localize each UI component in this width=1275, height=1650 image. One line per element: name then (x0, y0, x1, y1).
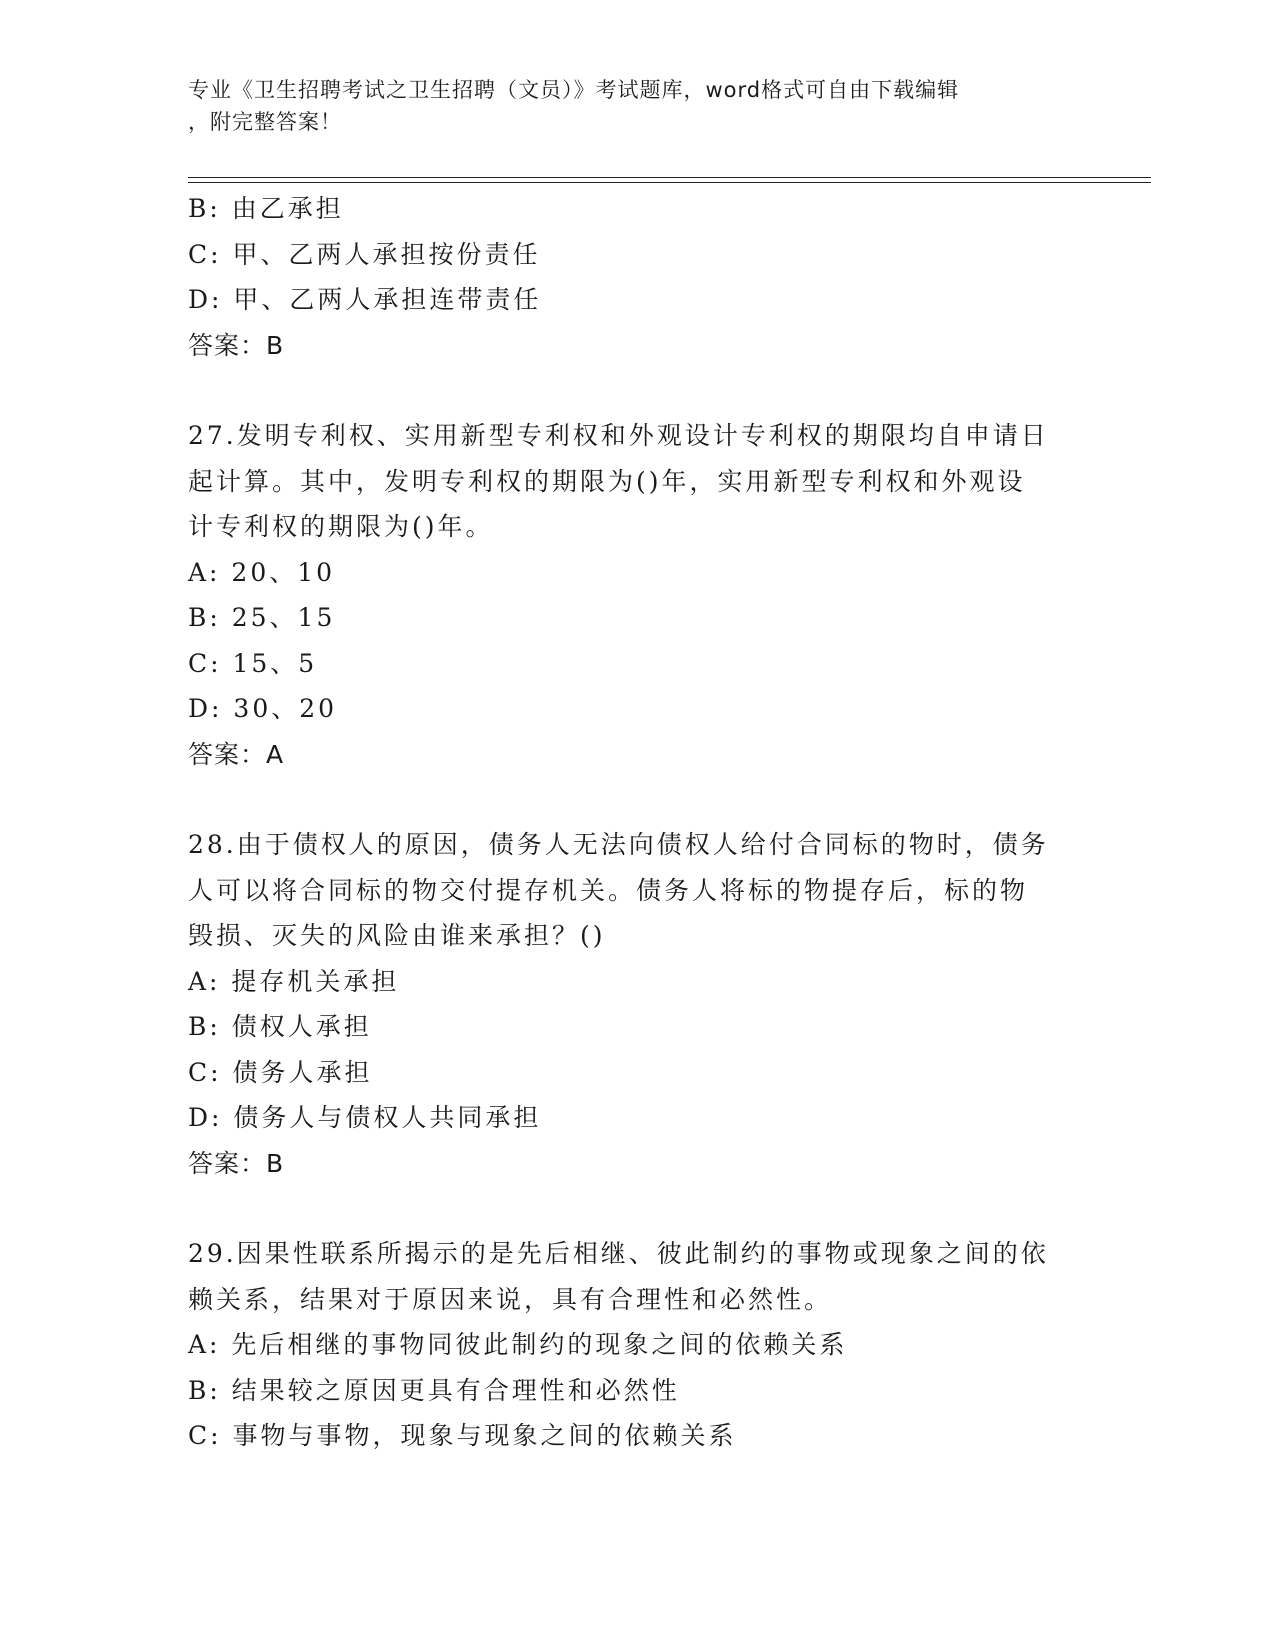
question-stem-line: 毁损、灭失的风险由谁来承担？() (188, 921, 606, 950)
answer-line: 答案：B (188, 1148, 285, 1178)
answer-line: 答案：B (188, 330, 285, 360)
option-d: D: 债务人与债权人共同承担 (188, 1103, 542, 1132)
option-a: A: 20、10 (188, 557, 336, 587)
question-stem-line: 29.因果性联系所揭示的是先后相继、彼此制约的事物或现象之间的依 (188, 1239, 1049, 1268)
question-stem-line: 赖关系，结果对于原因来说，具有合理性和必然性。 (188, 1284, 833, 1314)
option-b: B: 结果较之原因更具有合理性和必然性 (188, 1375, 680, 1405)
option-c: C: 债务人承担 (188, 1057, 373, 1087)
option-c: C: 事物与事物，现象与现象之间的依赖关系 (188, 1421, 737, 1450)
question-stem-line: 28.由于债权人的原因，债务人无法向债权人给付合同标的物时，债务 (188, 830, 1049, 859)
option-a: A: 先后相继的事物同彼此制约的现象之间的依赖关系 (188, 1330, 848, 1359)
previous-question-tail (188, 186, 1088, 368)
answer-line: 答案：A (188, 739, 285, 769)
option-b: B: 由乙承担 (188, 194, 344, 223)
document-header (188, 74, 1088, 138)
question-stem-line: 人可以将合同标的物交付提存机关。债务人将标的物提存后，标的物 (188, 875, 1029, 905)
option-d: D: 甲、乙两人承担连带责任 (188, 285, 542, 314)
document-body (188, 186, 1088, 1459)
option-b: B: 25、15 (188, 603, 336, 632)
option-a: A: 提存机关承担 (188, 966, 400, 996)
question-29 (188, 1231, 1088, 1459)
question-stem-line: 27.发明专利权、实用新型专利权和外观设计专利权的期限均自申请日 (188, 421, 1049, 450)
question-27 (188, 413, 1088, 777)
option-c: C: 甲、乙两人承担按份责任 (188, 239, 541, 269)
question-stem-line: 计专利权的期限为()年。 (188, 512, 494, 541)
question-stem-line: 起计算。其中，发明专利权的期限为()年，实用新型专利权和外观设 (188, 466, 1026, 496)
header-divider-top (188, 177, 1151, 178)
option-d: D: 30、20 (188, 694, 338, 723)
header-divider-bottom (188, 182, 1151, 183)
header-line-2: ，附完整答案！ (188, 110, 342, 134)
option-c: C: 15、5 (188, 648, 318, 678)
question-28 (188, 822, 1088, 1186)
header-line-1: 专业《卫生招聘考试之卫生招聘（文员）》考试题库，word格式可自由下载编辑 (188, 78, 960, 102)
option-b: B: 债权人承担 (188, 1012, 372, 1041)
